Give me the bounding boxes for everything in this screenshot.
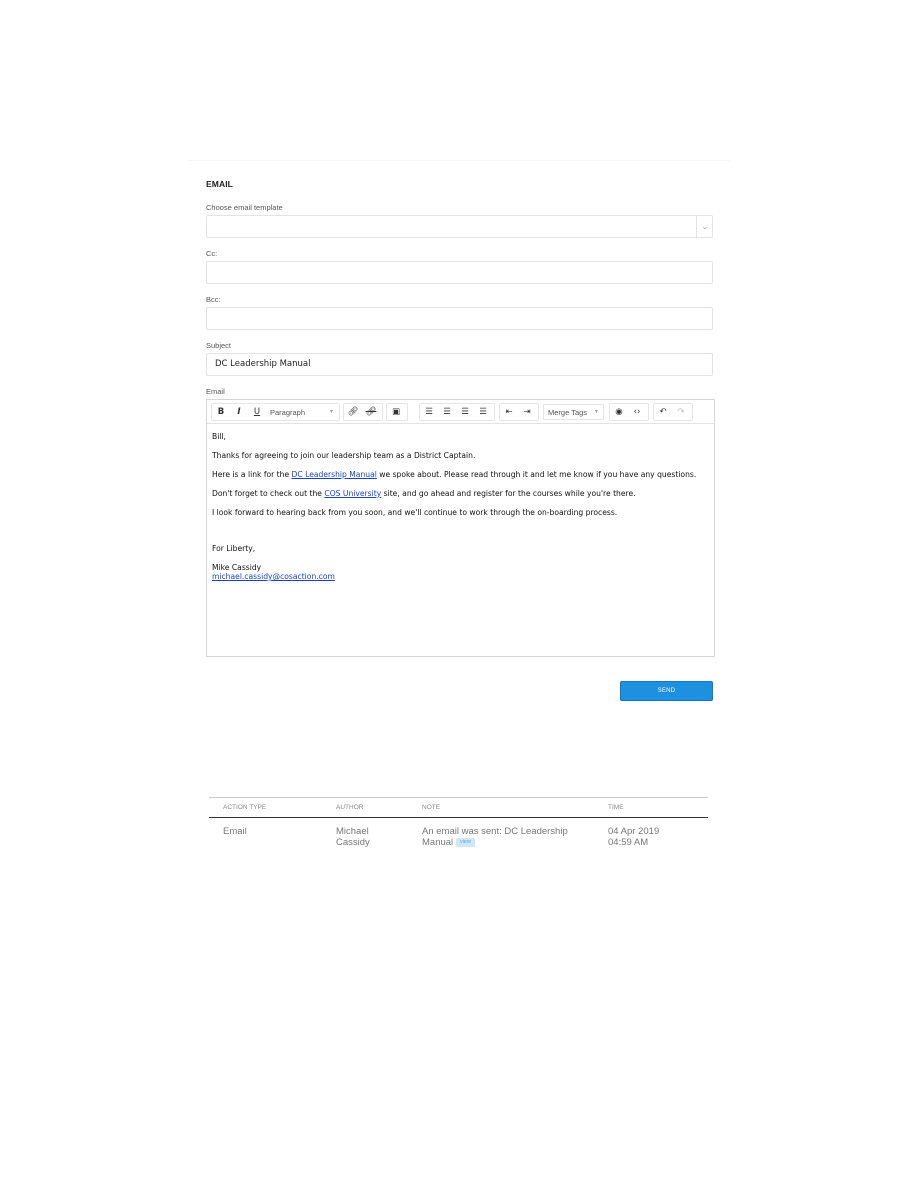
unlink-button[interactable] [362,404,380,420]
paragraph-select-label: Paragraph [270,407,306,417]
unlink-icon: 🔗︎ [365,407,377,417]
body-line-2 [212,470,712,479]
editor-content[interactable] [212,432,712,581]
email-editor [206,399,715,657]
link-group [343,403,383,421]
header-action-type: ACTION TYPE [223,804,267,811]
table-row [209,818,708,858]
cell-time-clock: 04:59 AM [608,837,649,848]
template-label: Choose email template [206,203,283,212]
header-note: NOTE [422,804,441,811]
redo-icon: ↷ [677,407,685,417]
source-code-button[interactable] [628,404,646,420]
view-group [609,403,649,421]
body-line-2-text-end: we spoke about. Please read through it and let me know if you have any questions. [376,470,697,479]
view-badge[interactable]: view [456,838,475,847]
template-select[interactable] [206,215,713,238]
body-line-3 [212,489,712,498]
align-left-button[interactable] [420,404,438,420]
email-panel [188,160,730,732]
cell-note-text: An email was sent: DC Leadership Manual [422,826,568,848]
align-right-button[interactable] [456,404,474,420]
alignment-group [419,403,495,421]
editor-toolbar [207,400,714,424]
chevron-down-icon: ▼ [594,409,599,415]
align-right-icon: ☰ [461,407,469,417]
header-time: TIME [608,804,624,811]
table-header [209,797,708,818]
body-line-4: I look forward to hearing back from you soon, and we'll continue to work through the on-boarding process. [212,508,618,517]
indent-group [499,403,539,421]
link-button[interactable] [344,404,362,420]
cell-note [422,826,592,848]
text-format-group [211,403,340,421]
indent-icon: ⇥ [523,407,531,417]
italic-button[interactable]: I [237,407,241,417]
code-icon: ‹› [633,407,641,417]
image-icon: ▣ [391,407,401,417]
subject-label: Subject [206,341,232,350]
cc-input[interactable] [206,261,713,284]
bold-button[interactable]: B [217,407,225,417]
underline-button[interactable]: U [253,407,261,417]
cell-time-date: 04 Apr 2019 [608,826,660,837]
outdent-button[interactable] [500,404,518,420]
body-greeting: Bill, [212,432,226,441]
align-justify-button[interactable] [474,404,492,420]
undo-button[interactable] [654,404,672,420]
email-body-label: Email [206,387,225,396]
cell-action-type: Email [223,826,247,837]
bcc-label: Bcc: [206,295,221,304]
email-section-title: EMAIL [206,179,233,189]
body-line-2-text: Here is a link for the [212,470,292,479]
image-group [386,403,408,421]
bcc-input[interactable] [206,307,713,330]
body-line-1: Thanks for agreeing to join our leadership team as a District Captain. [212,451,476,460]
body-line-3-text: Don't forget to check out the [212,489,325,498]
preview-button[interactable] [610,404,628,420]
align-center-button[interactable] [438,404,456,420]
cell-author: Michael Cassidy [336,826,370,848]
chevron-down-icon: ▼ [329,409,334,415]
activity-history-table [209,797,708,858]
signature-name: Mike Cassidy [212,563,262,572]
send-button[interactable]: SEND [620,681,713,701]
align-center-icon: ☰ [443,407,451,417]
merge-tags-label: Merge Tags [548,407,588,417]
link-icon: 🔗︎ [347,407,359,417]
subject-input[interactable]: DC Leadership Manual [206,353,713,376]
insert-image-button[interactable] [387,404,405,420]
align-justify-icon: ☰ [479,407,487,417]
dc-leadership-manual-link[interactable]: DC Leadership Manual [291,470,377,479]
body-closing: For Liberty, [212,544,256,553]
paragraph-select[interactable] [266,404,338,420]
outdent-icon: ⇤ [505,407,513,417]
history-group [653,403,693,421]
undo-icon: ↶ [659,407,667,417]
cc-label: Cc: [206,249,218,258]
indent-button[interactable] [518,404,536,420]
cell-time [608,826,659,848]
body-line-3-text-end: site, and go ahead and register for the courses while you're there. [381,489,636,498]
chevron-down-icon: ⌄ [696,216,713,237]
template-select-toggle[interactable] [696,216,713,237]
eye-icon: ◉ [615,407,623,417]
signature-email-link[interactable]: michael.cassidy@cosaction.com [212,572,335,581]
cos-university-link[interactable]: COS University [324,489,382,498]
header-author: AUTHOR [336,804,364,811]
redo-button[interactable] [672,404,690,420]
merge-tags-select[interactable] [543,404,604,420]
align-left-icon: ☰ [425,407,433,417]
